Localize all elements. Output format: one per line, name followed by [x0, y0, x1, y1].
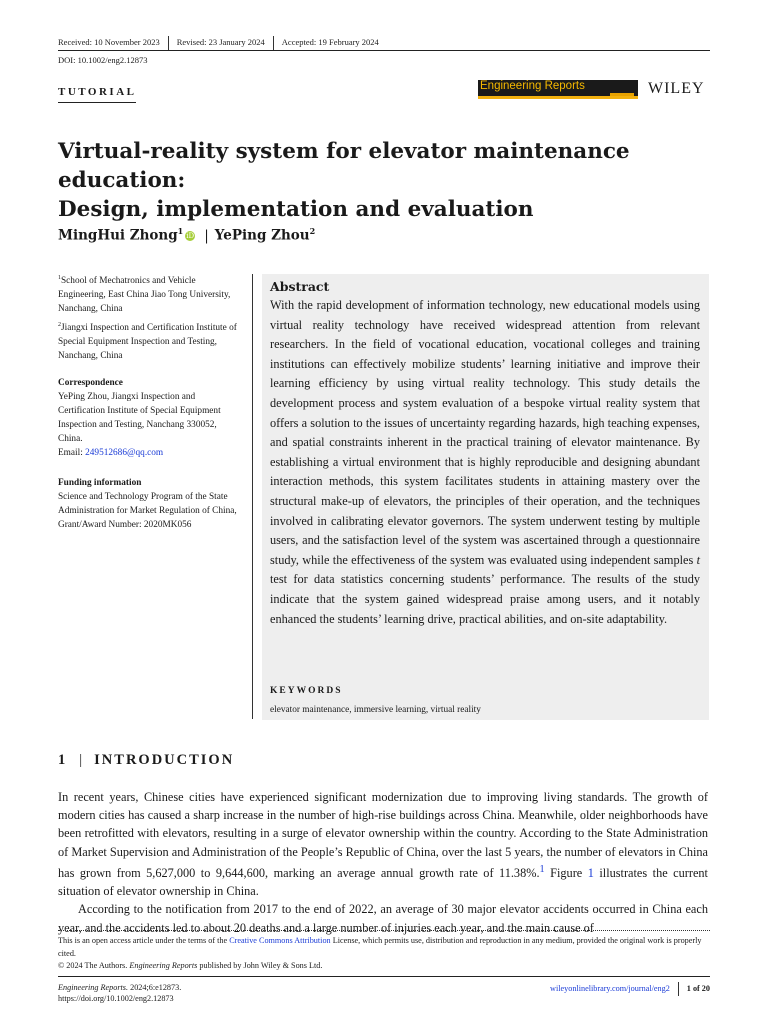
correspondence-heading: Correspondence: [58, 378, 123, 388]
revised-date: Revised: 23 January 2024: [176, 36, 265, 47]
funding-information: [58, 476, 243, 532]
correspondence-text: YePing Zhou, Jiangxi Inspection and Certification Institute of Special Equipment Inspection and Testing, Nanchang 330052, China.: [58, 392, 221, 444]
abstract-text: With the rapid development of information technology, new educational models using virtual reality technology have received widespread attention from relevant researchers. In the field of vocational education, vocational colleges and training institutions can effectively mobilize students’ learning initiative and improve their learning efficiency by using virtual reality technology. This study details the development process and system evaluation of a bespoke virtual reality system that offers a solution to the issues of uncertainty regarding hazards, high teaching expenses, and spatial constraints inherent in the practical training of elevator maintenance. By establishing a virtual environment that is highly reproducible and designing abundant interaction methods, this system facilitates students in attaining mastery over the structural make-up of elevators, the principles of their operation, and the techniques involved in calibrating elevator governors. The system underwent testing by multiple users, and the satisfaction level of the system was ascertained through a questionnaire study, while the effectiveness of the system was evaluated using independent samples t test for data statistics concerning students’ performance. The results of the study indicate that the system gained widespread praise among users, and it notably enhanced the students’ learning drive, practical abilities, and on-site adaptability.: [270, 298, 700, 626]
correspondence: [58, 376, 243, 460]
received-date: Received: 10 November 2023: [58, 36, 160, 47]
email-label: Email:: [58, 448, 83, 458]
section-separator: |: [79, 752, 83, 768]
journal-logo-text: Engineering Reports: [480, 80, 585, 92]
divider: [273, 36, 274, 50]
doi: DOI: 10.1002/eng2.12873: [58, 55, 148, 65]
article-title: [58, 137, 718, 224]
author-list: [58, 226, 315, 244]
abstract-heading: Abstract: [270, 279, 330, 294]
title-line-2: Design, implementation and evaluation: [58, 197, 534, 222]
author-name[interactable]: YePing Zhou: [214, 227, 310, 244]
doi-url[interactable]: https://doi.org/10.1002/eng2.12873: [58, 994, 174, 1003]
section-number: 1: [58, 752, 68, 768]
page-number: 1 of 20: [686, 983, 710, 993]
reference-link[interactable]: 1: [539, 863, 545, 875]
t-symbol: t: [696, 552, 700, 567]
affiliation-2: $^2$Jiangxi Inspection and Certification Institute of Special Equipment Inspection and Testing, Nanchang, China: [58, 322, 237, 362]
footnote-rule: [58, 930, 710, 931]
title-line-1: Virtual-reality system for elevator maintenance education:: [58, 139, 630, 193]
article-type: TUTORIAL: [58, 86, 136, 103]
orcid-icon[interactable]: iD: [186, 232, 195, 240]
funding-text: Science and Technology Program of the State Administration for Market Regulation of China, Grant/Award Number: 2020MK056: [58, 492, 237, 530]
keywords-text: elevator maintenance, immersive learning, virtual reality: [270, 705, 481, 715]
citation: Engineering Reports. 2024;6:e12873. https://doi.org/10.1002/eng2.12873: [58, 983, 182, 1003]
divider: [678, 982, 679, 996]
history-dates: [58, 36, 379, 50]
affiliation-1: $^1$School of Mechatronics and Vehicle Engineering, East China Jiao Tong University, Nanchang, China: [58, 275, 231, 315]
publisher-logo[interactable]: WILEY: [648, 80, 705, 97]
funding-heading: Funding information: [58, 478, 142, 488]
paragraph: In recent years, Chinese cities have experienced significant modernization due to improving living standards. The growth of modern cities has caused a sharp increase in the number of high-rise buildings across China. Meanwhile, older neighborhoods have been retrofitted with elevators, resulting in a surge of elevator ownership within the country. According to the State Administration of Market Supervision and Administration of the People’s Republic of China, over the last 5 years, the number of elevators in China has grown from 5,627,000 to 9,644,600, marking an average annual growth rate of 11.38%.$^1$ Figure 1 illustrates the current situation of elevator ownership in China.: [58, 790, 708, 899]
cc-license-link[interactable]: Creative Commons Attribution: [229, 936, 331, 945]
paragraph: According to the notification from 2017 to the end of 2022, an average of 30 major elevator accidents occurred in China each year, and the accidents led to about 20 deaths and a large number of injuries each year, and the main cause of: [58, 902, 708, 935]
body-text: [58, 788, 708, 937]
author-affiliation-mark: 1: [177, 226, 184, 236]
author-name[interactable]: MingHui Zhong: [58, 227, 178, 244]
author-separator: |: [204, 227, 209, 244]
journal-url-link[interactable]: wileyonlinelibrary.com/journal/eng2: [550, 983, 670, 993]
license-notice: This is an open access article under the terms of the Creative Commons Attribution License, which permits use, distribution and reproduction in any medium, provided the original work is properly cited. © 2024 The Authors. Engineering Reports published by John Wiley & Sons Ltd.: [58, 936, 702, 970]
journal-logo[interactable]: [478, 80, 638, 99]
logo-accent: [610, 93, 634, 96]
abstract-divider: [252, 274, 253, 719]
section-title: INTRODUCTION: [94, 752, 235, 768]
footer-right: [550, 982, 710, 996]
figure-link[interactable]: 1: [587, 865, 594, 880]
divider: [168, 36, 169, 50]
author-affiliation-mark: 2: [309, 226, 316, 236]
accepted-date: Accepted: 19 February 2024: [281, 36, 379, 47]
header-rule: [58, 50, 710, 51]
email-link[interactable]: 249512686@qq.com: [85, 448, 164, 458]
section-heading: [58, 752, 234, 769]
keywords-heading: KEYWORDS: [270, 686, 343, 696]
footer-rule: [58, 976, 710, 977]
